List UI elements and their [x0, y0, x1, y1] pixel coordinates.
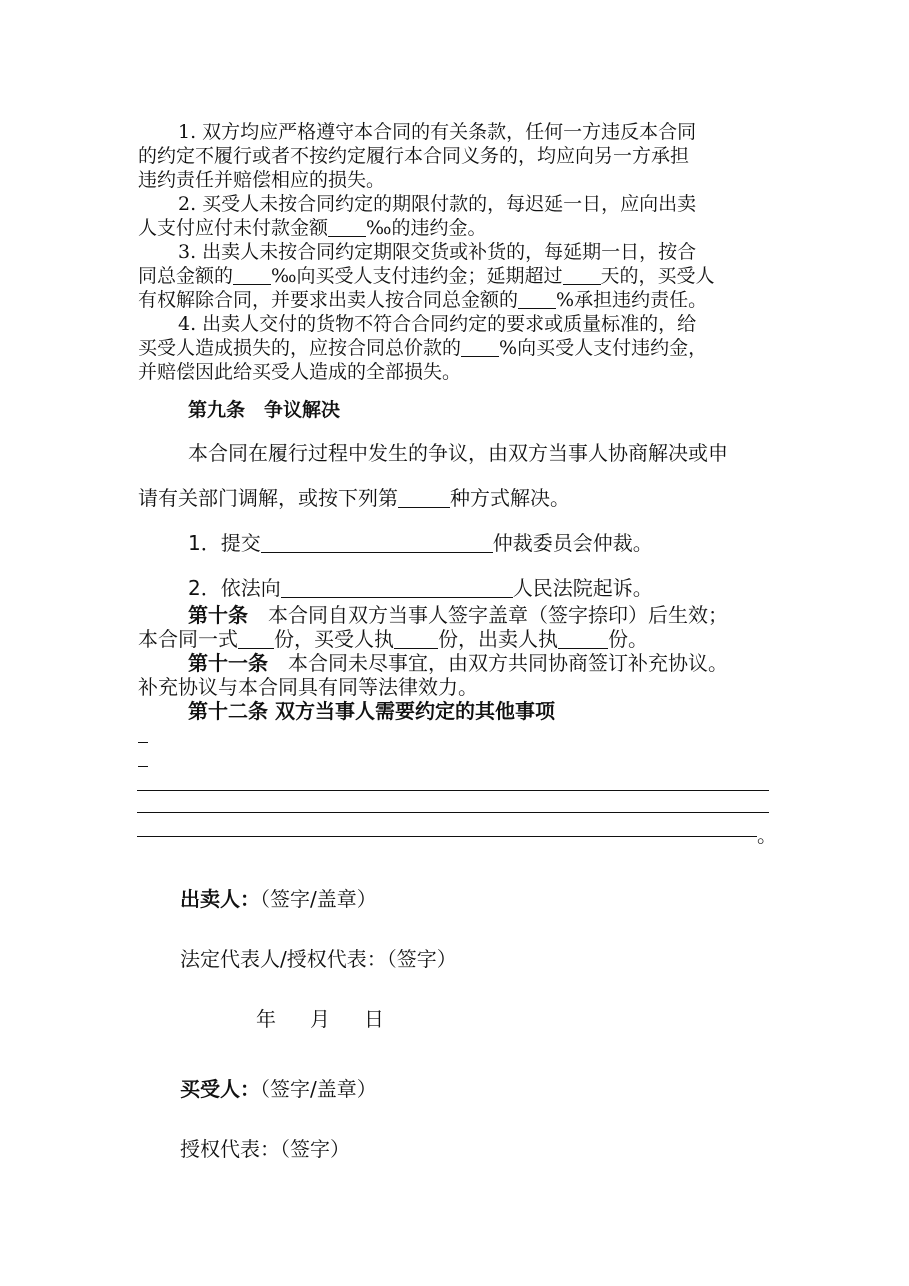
clause9-option1	[138, 530, 770, 556]
seller-copies-blank[interactable]	[558, 628, 608, 649]
clause8-p3-text-c: 天的，买受人	[600, 265, 715, 287]
buyer-sign-note: （签字/盖章）	[260, 1077, 377, 1101]
clause8-p2-line1: 2. 买受人未按合同约定的期限付款的，每迟延一日，应向出卖	[178, 193, 697, 215]
clause8-p4-line3: 并赔偿因此给买受人造成的全部损失。	[138, 361, 462, 383]
month-label: 月	[310, 1007, 330, 1031]
clause10-text: 本合同自双方当事人签字盖章（签字捺印）后生效；	[248, 603, 728, 627]
clause8-p1-line3: 违约责任并赔偿相应的损失。	[138, 169, 386, 191]
clause12-end-mark: 。	[757, 823, 777, 847]
other-matters-line-2[interactable]	[137, 812, 769, 813]
court-name-blank[interactable]	[281, 577, 513, 598]
seller-sign-note: （签字/盖章）	[260, 887, 377, 911]
clause9-line2	[138, 485, 770, 511]
option1-text-a: 1．提交	[188, 531, 261, 555]
clause11-line1	[138, 650, 770, 676]
clause8-p4-text-b: %向买受人支付违约金，	[499, 337, 708, 359]
other-matters-line-1[interactable]	[137, 790, 769, 791]
clause9-text-a: 请有关部门调解，或按下列第	[138, 486, 398, 510]
arbitration-commission-blank[interactable]	[261, 532, 493, 553]
clause10-text-d: 份。	[608, 627, 648, 651]
clause11-title: 第十一条	[188, 651, 268, 675]
day-label: 日	[364, 1007, 384, 1031]
buyer-representative-line: 授权代表：（签字）	[180, 1137, 350, 1161]
clause8-p2-text-a: 人支付应付未付款金额	[138, 217, 329, 239]
clause9-text-b: 种方式解决。	[450, 486, 570, 510]
clause8-p3-text-e: %承担违约责任。	[556, 289, 708, 311]
buyer-label: 买受人：	[180, 1077, 260, 1101]
penalty-rate-blank[interactable]	[328, 217, 366, 237]
quality-penalty-blank[interactable]	[461, 337, 499, 357]
clause10-line2	[138, 626, 770, 652]
clause11-text: 本合同未尽事宜，由双方共同协商签订补充协议。	[268, 651, 728, 675]
seller-label: 出卖人：	[180, 887, 260, 911]
clause8-p3-line3	[138, 288, 770, 312]
delay-days-blank[interactable]	[563, 265, 601, 285]
termination-rate-blank[interactable]	[518, 289, 556, 309]
clause8-p3-text-d: 有权解除合同，并要求出卖人按合同总金额的	[138, 289, 519, 311]
delay-rate-blank[interactable]	[233, 265, 271, 285]
option2-text-b: 人民法院起诉。	[512, 576, 653, 600]
clause10-text-a: 本合同一式	[138, 627, 238, 651]
clause8-p2-text-b: ‰的违约金。	[366, 217, 487, 239]
blank-dash-2	[138, 766, 148, 767]
clause8-p3-text-a: 同总金额的	[138, 265, 234, 287]
dispute-method-blank[interactable]	[398, 487, 450, 508]
clause8-p1-line1: 1. 双方均应严格遵守本合同的有关条款，任何一方违反本合同	[178, 121, 697, 143]
legal-representative-line: 法定代表人/授权代表：（签字）	[180, 947, 457, 971]
clause8-p3-text-b: ‰向买受人支付违约金；延期超过	[271, 265, 563, 287]
option1-text-b: 仲裁委员会仲裁。	[492, 531, 653, 555]
clause9-option2	[138, 575, 770, 601]
clause10-line1	[138, 602, 770, 628]
date-line	[256, 1006, 384, 1032]
clause8-p4-line2	[138, 336, 770, 360]
clause9-title: 第九条 争议解决	[188, 399, 341, 421]
clause8-p2-line2	[138, 216, 770, 240]
clause10-title: 第十条	[188, 603, 248, 627]
copies-total-blank[interactable]	[238, 628, 274, 649]
buyer-copies-blank[interactable]	[394, 628, 438, 649]
clause9-line1: 本合同在履行过程中发生的争议，由双方当事人协商解决或申	[188, 441, 728, 465]
clause10-text-b: 份，买受人执	[274, 627, 394, 651]
clause8-p4-line1: 4. 出卖人交付的货物不符合合同约定的要求或质量标准的，给	[178, 313, 697, 335]
clause11-line2: 补充协议与本合同具有同等法律效力。	[138, 675, 478, 699]
buyer-signature-line	[180, 1076, 377, 1102]
clause12-title: 第十二条 双方当事人需要约定的其他事项	[188, 699, 555, 723]
clause8-p3-line2	[138, 264, 770, 288]
clause8-p4-text-a: 买受人造成损失的，应按合同总价款的	[138, 337, 462, 359]
year-label: 年	[256, 1007, 276, 1031]
seller-signature-line	[180, 886, 377, 912]
clause10-text-c: 份，出卖人执	[438, 627, 558, 651]
blank-dash-1	[138, 742, 148, 743]
clause8-p1-line2: 的约定不履行或者不按约定履行本合同义务的，均应向另一方承担	[138, 145, 690, 167]
other-matters-line-3[interactable]	[137, 836, 757, 837]
clause8-p3-line1: 3. 出卖人未按合同约定期限交货或补货的，每延期一日，按合	[178, 241, 697, 263]
option2-text-a: 2．依法向	[188, 576, 281, 600]
